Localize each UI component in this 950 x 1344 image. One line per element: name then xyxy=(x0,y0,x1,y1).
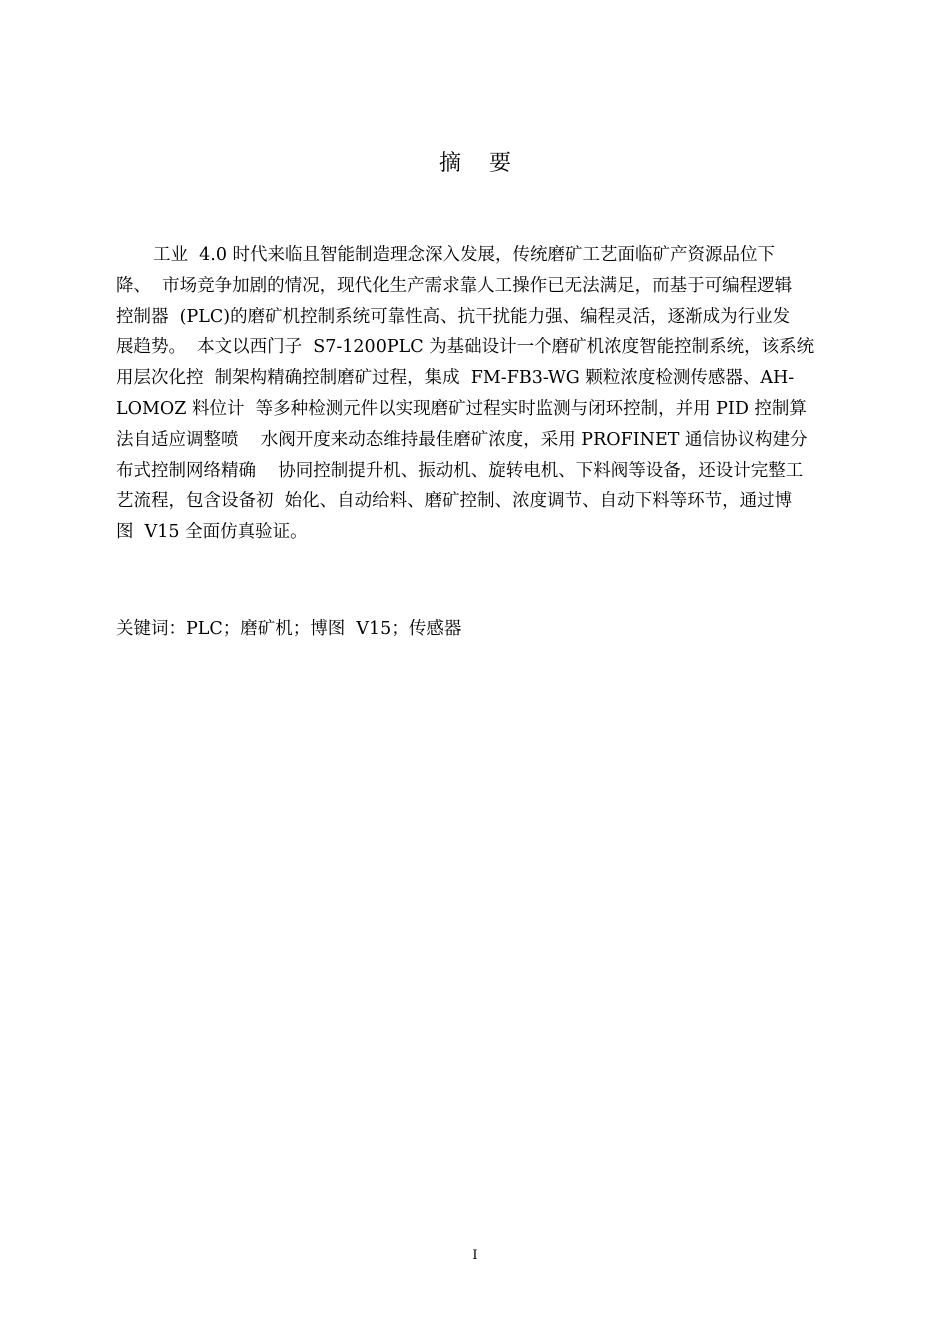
abstract-line: 艺流程，包含设备初 始化、自动给料、磨矿控制、浓度调节、自动下料等环节，通过博 xyxy=(116,491,793,512)
abstract-line: 降、 市场竞争加剧的情况，现代化生产需求靠人工操作已无法满足，而基于可编程逻辑 xyxy=(116,275,793,296)
abstract-line: 布式控制网络精确 协同控制提升机、振动机、旋转电机、下料阀等设备，还设计完整工 xyxy=(116,460,804,481)
keywords-text: ：PLC；磨矿机；博图 V15；传感器 xyxy=(168,619,462,639)
abstract-line: 法自适应调整喷 水阀开度来动态维持最佳磨矿浓度，采用 PROFINET 通信协议构建分 xyxy=(116,429,808,450)
page-title: 摘要 xyxy=(438,151,539,176)
keywords xyxy=(116,614,461,644)
abstract-body xyxy=(116,240,876,548)
page-number: I xyxy=(472,1248,478,1263)
abstract-line: 工业 4.0 时代来临且智能制造理念深入发展，传统磨矿工艺面临矿产资源品位下 xyxy=(153,245,776,265)
abstract-line: 用层次化控 制架构精确控制磨矿过程，集成 FM-FB3-WG 颗粒浓度检测传感器、AH- xyxy=(116,368,795,389)
abstract-line: 控制器 (PLC)的磨矿机控制系统可靠性高、抗干扰能力强、编程灵活，逐渐成为行业发 xyxy=(116,306,791,327)
abstract-line: 展趋势。 本文以西门子 S7-1200PLC 为基础设计一个磨矿机浓度智能控制系统，该系统 xyxy=(116,337,815,358)
keywords-label: 关键词 xyxy=(116,619,169,639)
abstract-line: 图 V15 全面仿真验证。 xyxy=(116,522,308,543)
abstract-line: LOMOZ 料位计 等多种检测元件以实现磨矿过程实时监测与闭环控制，并用 PID 控制算 xyxy=(116,398,807,419)
